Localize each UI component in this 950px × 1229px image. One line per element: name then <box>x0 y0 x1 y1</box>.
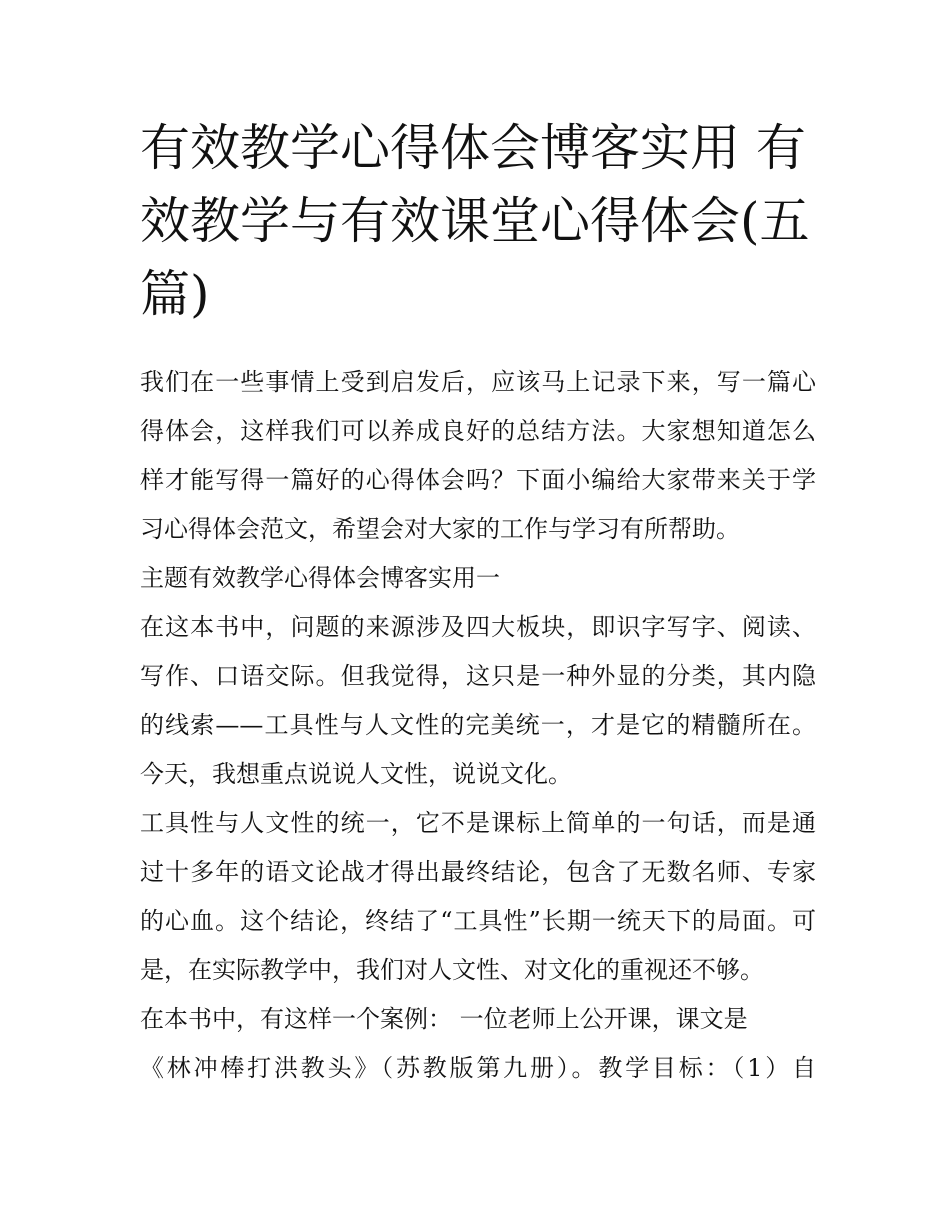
body-line: 样才能写得一篇好的心得体会吗？下面小编给大家带来关于学 <box>140 466 816 494</box>
body-line: 我们在一些事情上受到启发后，应该马上记录下来，写一篇心 <box>140 368 816 396</box>
body-line: 在本书中，有这样一个案例： 一位老师上公开课，课文是 <box>140 1005 748 1033</box>
body-line: 写作、口语交际。但我觉得，这只是一种外显的分类，其内隐 <box>140 662 816 690</box>
title-line: 有效教学心得体会博客实用 有 <box>140 119 806 177</box>
document-title <box>140 112 820 331</box>
body-line: 在这本书中，问题的来源涉及四大板块，即识字写字、阅读、 <box>140 613 816 641</box>
body-line: 是，在实际教学中，我们对人文性、对文化的重视还不够。 <box>140 956 764 984</box>
body-line: 的线索——工具性与人文性的完美统一，才是它的精髓所在。 <box>140 711 816 739</box>
title-line: 篇) <box>140 265 210 323</box>
body-line: 的心血。这个结论，终结了“工具性”长期一统天下的局面。可 <box>140 907 816 935</box>
body-line: 过十多年的语文论战才得出最终结论，包含了无数名师、专家 <box>140 858 816 886</box>
body-line: 《林冲棒打洪教头》（苏教版第九册）。教学目标：（1）自 <box>140 1054 816 1082</box>
body-line: 工具性与人文性的统一，它不是课标上简单的一句话，而是通 <box>140 809 816 837</box>
body-line: 今天，我想重点说说人文性，说说文化。 <box>140 760 572 788</box>
body-line: 习心得体会范文，希望会对大家的工作与学习有所帮助。 <box>140 515 740 543</box>
title-line: 效教学与有效课堂心得体会(五 <box>140 192 810 250</box>
section-heading: 主题有效教学心得体会博客实用一 <box>140 564 500 592</box>
document-body <box>140 358 816 1093</box>
body-line: 得体会，这样我们可以养成良好的总结方法。大家想知道怎么 <box>140 417 816 445</box>
